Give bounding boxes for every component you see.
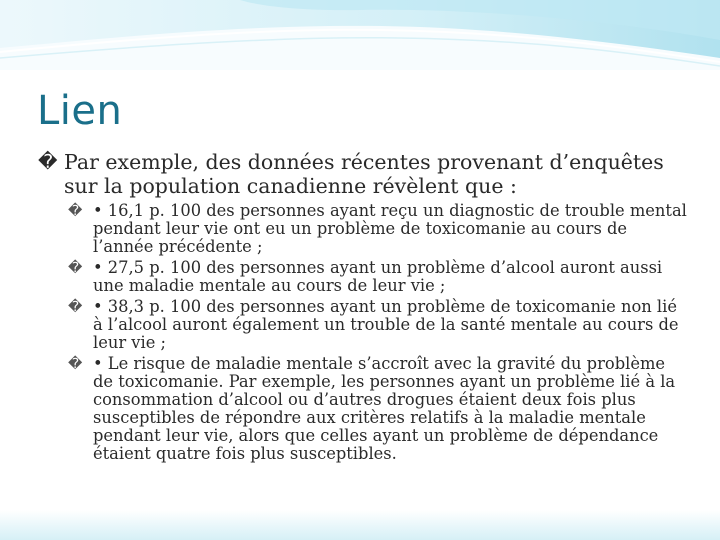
slide-title: Lien: [37, 88, 123, 134]
list-item-text: • Le risque de maladie mentale s’accroît avec la gravité du problème de toxicomanie. Par exemple, les personnes ayant un problème lié à la consommation d’alcool ou d’autres drogues étaient deux fois plus susceptibles de répondre aux critères relatifs à la maladie mentale pendant leur vie, alors que celles ayant un problème de dépendance étaient quatre fois plus susceptibles.: [93, 354, 676, 463]
missing-glyph-bullet-icon: �: [68, 260, 83, 276]
intro-text: Par exemple, des données récentes provenant d’enquêtes sur la population canadienne révèlent que :: [64, 150, 664, 198]
missing-glyph-bullet-icon: �: [68, 356, 83, 372]
decorative-bottom-band: [0, 510, 720, 540]
list-item-text: • 27,5 p. 100 des personnes ayant un problème d’alcool auront aussi une maladie mentale au cours de leur vie ;: [93, 258, 663, 295]
slide-body: [38, 150, 688, 463]
list-item: [68, 259, 688, 295]
list-item: [68, 202, 688, 256]
list-item: [68, 355, 688, 463]
list-item-text: • 38,3 p. 100 des personnes ayant un problème de toxicomanie non lié à l’alcool auront également un trouble de la santé mentale au cours de leur vie ;: [93, 297, 679, 352]
missing-glyph-bullet-icon: �: [68, 203, 83, 219]
intro-paragraph: [38, 150, 688, 198]
list-item-text: • 16,1 p. 100 des personnes ayant reçu un diagnostic de trouble mental pendant leur vie ont eu un problème de toxicomanie au cours de l’année précédente ;: [93, 201, 687, 256]
missing-glyph-bullet-icon: �: [38, 151, 58, 173]
missing-glyph-bullet-icon: �: [68, 299, 83, 315]
list-item: [68, 298, 688, 352]
decorative-wave-banner: [0, 0, 720, 70]
